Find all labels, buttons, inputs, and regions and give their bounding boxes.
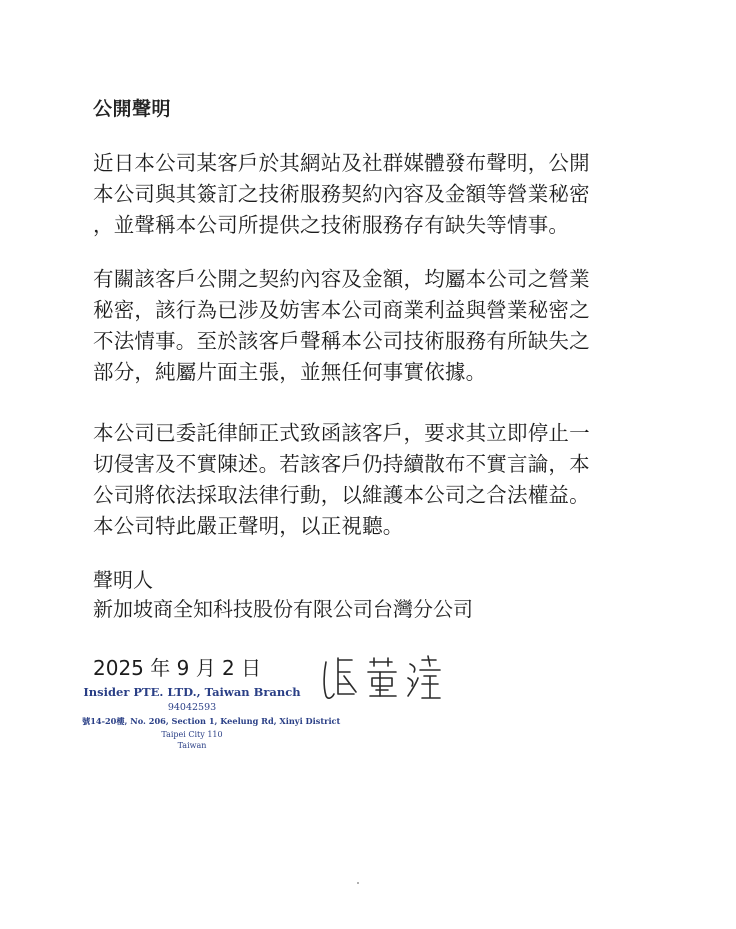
paragraph-line: 秘密，該行為已涉及妨害本公司商業利益與營業秘密之 bbox=[93, 298, 590, 322]
company-stamp bbox=[82, 685, 341, 750]
paragraph-line: 本公司已委託律師正式致函該客戶，要求其立即停止一 bbox=[93, 421, 590, 445]
paragraph-line: 近日本公司某客戶於其網站及社群媒體發布聲明，公開 bbox=[93, 151, 590, 175]
declaration-date: 2025 年 9 月 2 日 bbox=[93, 656, 262, 680]
paragraph-line: ，並聲稱本公司所提供之技術服務存有缺失等情事。 bbox=[93, 213, 570, 237]
stamp-address: 號14-20樓, No. 206, Section 1, Keelung Rd, Xinyi District bbox=[82, 716, 341, 726]
paragraph-line: 不法情事。至於該客戶聲稱本公司技術服務有所缺失之 bbox=[93, 329, 590, 353]
document-title: 公開聲明 bbox=[93, 98, 172, 120]
stamp-company-name: Insider PTE. LTD., Taiwan Branch bbox=[83, 685, 301, 699]
declarant-company: 新加坡商全知科技股份有限公司台灣分公司 bbox=[93, 597, 473, 621]
paragraph-line: 公司將依法採取法律行動，以維護本公司之合法權益。 bbox=[93, 483, 590, 507]
paragraph-1 bbox=[93, 148, 653, 241]
stamp-number: 94042593 bbox=[167, 702, 217, 713]
handwritten-signature bbox=[318, 650, 448, 706]
page-dot bbox=[357, 882, 359, 884]
paragraph-2 bbox=[93, 264, 653, 388]
paragraph-line: 部分，純屬片面主張，並無任何事實依據。 bbox=[93, 360, 487, 384]
stamp-city: Taipei City 110 bbox=[161, 730, 223, 739]
paragraph-line: 有關該客戶公開之契約內容及金額，均屬本公司之營業 bbox=[93, 267, 590, 291]
paragraph-line: 本公司與其簽訂之技術服務契約內容及金額等營業秘密 bbox=[93, 182, 590, 206]
paragraph-3 bbox=[93, 418, 653, 542]
paragraph-line: 切侵害及不實陳述。若該客戶仍持續散布不實言論，本 bbox=[93, 452, 590, 476]
stamp-country: Taiwan bbox=[177, 741, 207, 750]
paragraph-line: 本公司特此嚴正聲明，以正視聽。 bbox=[93, 514, 404, 538]
declarant-label: 聲明人 bbox=[93, 568, 153, 592]
